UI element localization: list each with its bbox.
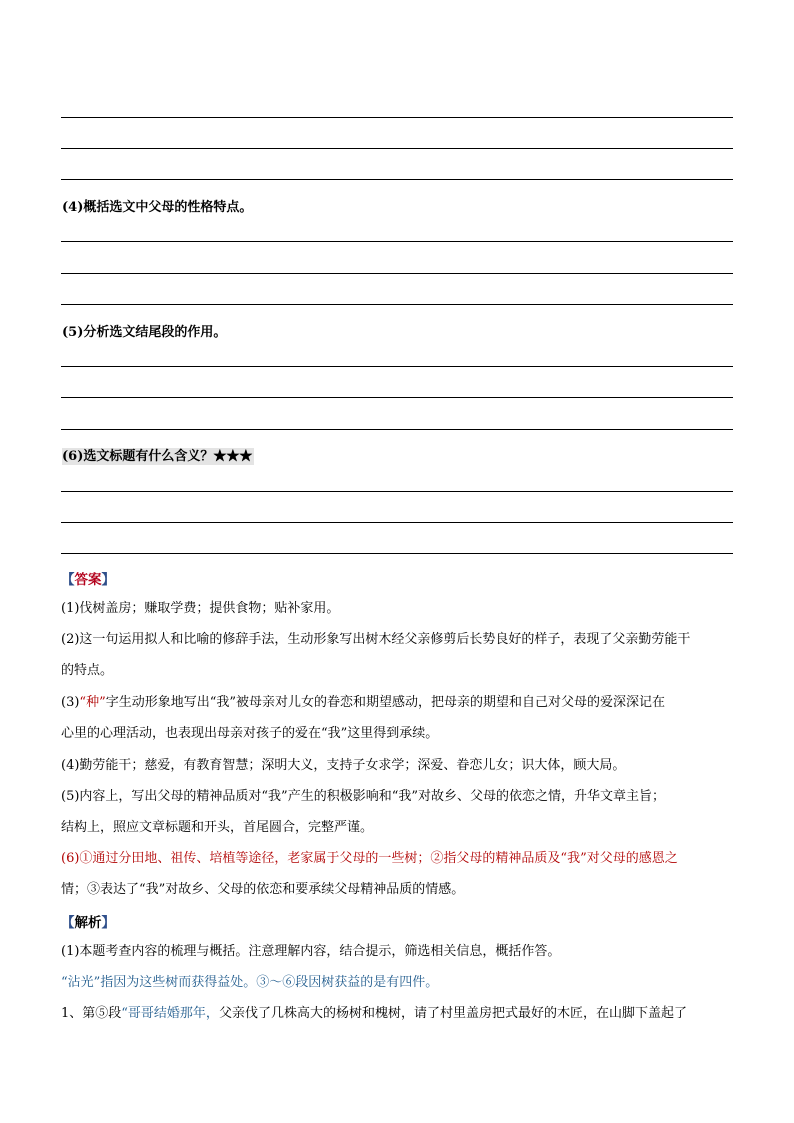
bracket-close: 】: [101, 915, 115, 931]
answer-line: [61, 397, 733, 398]
analysis-3-label: 1、第⑤段: [61, 1006, 122, 1021]
question-5: (5)分析选文结尾段的作用。: [62, 325, 227, 340]
bracket-open: 【: [61, 572, 75, 588]
answer-3-text-a: 字生动形象地写出: [105, 695, 210, 710]
answer-line: [61, 179, 733, 180]
answer-4: (4)勤劳能干；慈爱，有教育智慧；深明大义，支持子女求学；深爱、眷恋儿女；识大体，顾大局。: [61, 758, 626, 773]
answer-line: [61, 273, 733, 274]
analysis-1: (1)本题考查内容的梳理与概括。注意理解内容，结合提示，筛选相关信息，概括作答。: [61, 944, 561, 959]
analysis-2: “沾光”指因为这些树而获得益处。③～⑥段因树获益的是有四件。: [61, 975, 439, 990]
answer-3-text-b: 被母亲对儿女的眷恋和期望感动，把母亲的期望和自己对父母的爱深深记在: [236, 695, 666, 710]
bracket-open: 【: [61, 915, 75, 931]
answer-line: [61, 366, 733, 367]
answer-2-line-1: (2)这一句运用拟人和比喻的修辞手法，生动形象写出树木经父亲修剪后长势良好的样子，表现了父亲勤劳能干: [61, 632, 691, 647]
answer-6-line-2: 情；③表达了“我”对故乡、父母的依恋和要承续父母精神品质的情感。: [61, 882, 465, 897]
analysis-heading: [61, 911, 115, 931]
answer-heading-label: 答案: [74, 572, 102, 588]
analysis-3-text: 父亲伐了几株高大的杨树和槐树，请了村里盖房把式最好的木匠，在山脚下盖起了: [218, 1006, 687, 1021]
question-6-text: (6)选文标题有什么含义？★★★: [62, 449, 253, 464]
answer-3-line-1: [61, 694, 741, 712]
answer-line: [61, 304, 733, 305]
answer-line: [61, 117, 733, 118]
answer-line: [61, 522, 733, 523]
answer-2-line-2: 的特点。: [61, 663, 114, 678]
question-6: [62, 445, 254, 464]
analysis-3: [61, 1005, 741, 1023]
answer-3-quote-wo: “我”: [209, 695, 237, 710]
answer-line: [61, 241, 733, 242]
answer-line: [61, 148, 733, 149]
answer-1: (1)伐树盖房；赚取学费；提供食物；贴补家用。: [61, 601, 340, 616]
answer-6-part-2: ；②指父母的精神品质及“我”对父母的感恩之: [417, 851, 678, 866]
answer-5-line-2: 结构上，照应文章标题和开头，首尾圆合，完整严谨。: [61, 820, 374, 835]
answer-line: [61, 429, 733, 430]
answer-heading: [61, 568, 115, 588]
answer-3-line-2: 心里的心理活动，也表现出母亲对孩子的爱在“我”这里得到承续。: [61, 726, 439, 741]
answer-3-quote-zhong: “种”: [79, 695, 106, 710]
answer-5-line-1: (5)内容上，写出父母的精神品质对“我”产生的积极影响和“我”对故乡、父母的依恋之情，升华文章主旨；: [61, 789, 665, 804]
answer-6-part-1: (6)①通过分田地、祖传、培植等途径，老家属于父母的一些树: [61, 851, 418, 866]
answer-6-line-1: [61, 850, 741, 868]
bracket-close: 】: [101, 572, 115, 588]
answer-3-number: (3): [61, 695, 80, 710]
analysis-3-quote: “哥哥结婚那年，: [121, 1006, 219, 1021]
question-4: (4)概括选文中父母的性格特点。: [62, 200, 253, 215]
answer-line: [61, 553, 733, 554]
analysis-heading-label: 解析: [74, 915, 102, 931]
answer-line: [61, 491, 733, 492]
